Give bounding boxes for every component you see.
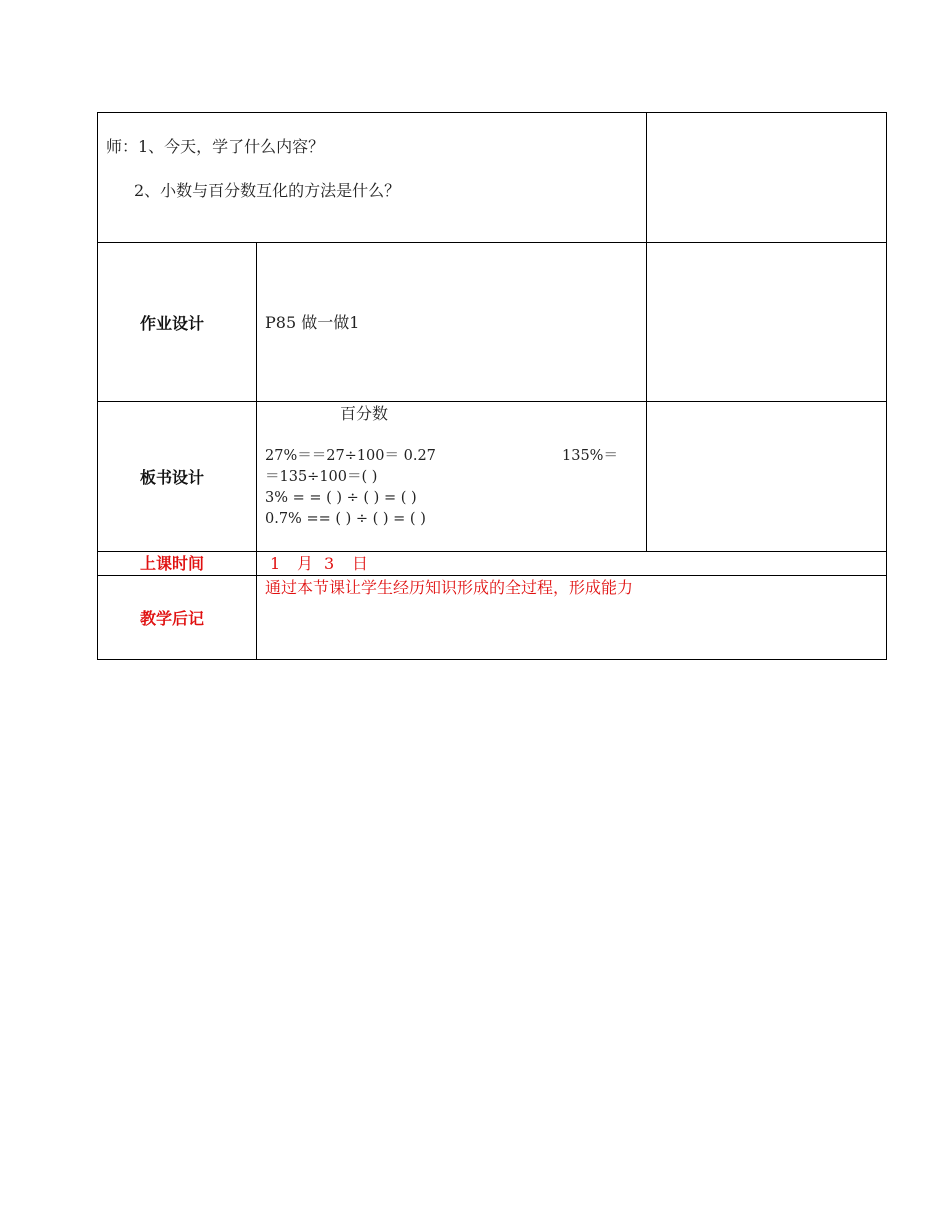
table-row-divider: [97, 575, 887, 576]
notes-content: 通过本节课让学生经历知识形成的全过程，形成能力: [265, 578, 634, 597]
board-line-2: ＝135÷100＝( ): [265, 469, 378, 485]
board-line-3: 3% = = ( ) ÷ ( ) = ( ): [265, 490, 417, 506]
class-time-day: 3: [324, 554, 335, 573]
table-border-left: [97, 112, 98, 660]
review-question-2: 2、小数与百分数互化的方法是什么？: [134, 181, 401, 200]
class-time-label: 上课时间: [140, 554, 205, 573]
board-line-4: 0.7% == ( ) ÷ ( ) = ( ): [265, 511, 426, 527]
homework-content: P85 做一做1: [265, 313, 360, 332]
table-row-divider: [97, 551, 887, 552]
homework-label: 作业设计: [140, 314, 205, 333]
class-time-day-unit: 日: [352, 554, 369, 573]
table-border-right: [886, 112, 887, 660]
notes-column-divider: [646, 112, 647, 552]
table-border-bottom: [97, 659, 887, 660]
class-time-month: 1: [270, 554, 281, 573]
class-time-month-unit: 月: [297, 554, 314, 573]
table-border-top: [97, 112, 887, 113]
notes-label: 教学后记: [140, 609, 205, 628]
board-line-1: 27%＝＝27÷100＝ 0.27: [265, 448, 436, 464]
board-line-1-right: 135%＝: [562, 448, 618, 464]
label-column-divider: [256, 242, 257, 660]
review-question-1: 师：1、今天，学了什么内容？: [106, 137, 325, 156]
table-row-divider: [97, 401, 887, 402]
board-label: 板书设计: [140, 468, 205, 487]
board-title: 百分数: [340, 404, 389, 423]
table-row-divider: [97, 242, 887, 243]
